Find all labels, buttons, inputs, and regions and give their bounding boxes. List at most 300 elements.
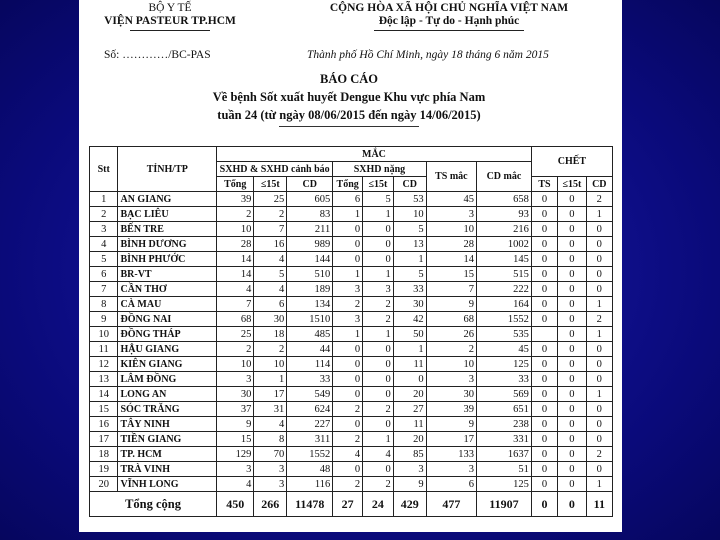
cell-c1: 989 [287, 237, 333, 252]
cell-stt: 19 [90, 462, 118, 477]
cell-t2: 0 [333, 252, 363, 267]
cell-d2: 0 [558, 402, 586, 417]
cell-cd: 222 [477, 282, 532, 297]
total-c2: 429 [393, 492, 426, 517]
cell-name: HẬU GIANG [118, 342, 217, 357]
cell-t2: 1 [333, 267, 363, 282]
cell-t2: 0 [333, 357, 363, 372]
total-d1: 0 [531, 492, 557, 517]
cell-u2: 2 [363, 297, 394, 312]
cell-d1: 0 [531, 192, 557, 207]
cell-ts: 10 [426, 357, 476, 372]
table-row [90, 192, 613, 207]
cell-ts: 14 [426, 252, 476, 267]
cell-d3: 2 [586, 447, 612, 462]
cell-c1: 1552 [287, 447, 333, 462]
cell-ts: 26 [426, 327, 476, 342]
col-cd-2: CD [393, 177, 426, 192]
cell-u2: 1 [363, 432, 394, 447]
title-line-1: BÁO CÁO [320, 72, 378, 86]
total-t1: 450 [217, 492, 254, 517]
cell-t2: 1 [333, 327, 363, 342]
cell-d2: 0 [558, 372, 586, 387]
col-cd-death: CD [586, 177, 612, 192]
cell-stt: 9 [90, 312, 118, 327]
cell-name: TÂY NINH [118, 417, 217, 432]
table-body [90, 192, 613, 492]
cell-ts: 133 [426, 447, 476, 462]
cell-c2: 10 [393, 207, 426, 222]
cell-c2: 42 [393, 312, 426, 327]
col-group-deaths: CHẾT [531, 147, 612, 177]
cell-d3: 1 [586, 327, 612, 342]
cell-name: ĐỒNG THÁP [118, 327, 217, 342]
cell-stt: 3 [90, 222, 118, 237]
table-row [90, 237, 613, 252]
cell-ts: 9 [426, 297, 476, 312]
cell-t2: 0 [333, 222, 363, 237]
cell-d2: 0 [558, 387, 586, 402]
cell-t1: 9 [217, 417, 254, 432]
table-row [90, 372, 613, 387]
cell-name: TRÀ VINH [118, 462, 217, 477]
col-le15-1: ≤15t [254, 177, 287, 192]
col-group-sxhd-all: SXHD & SXHD cảnh báo [217, 162, 333, 177]
cell-d1: 0 [531, 222, 557, 237]
total-label: Tổng cộng [90, 492, 217, 517]
cell-d1: 0 [531, 462, 557, 477]
cell-cd: 33 [477, 372, 532, 387]
cell-cd: 164 [477, 297, 532, 312]
cell-stt: 15 [90, 402, 118, 417]
cell-c2: 13 [393, 237, 426, 252]
cell-u1: 18 [254, 327, 287, 342]
cell-t2: 0 [333, 237, 363, 252]
cell-u2: 0 [363, 342, 394, 357]
cell-c1: 211 [287, 222, 333, 237]
cell-d3: 0 [586, 282, 612, 297]
cell-u1: 3 [254, 477, 287, 492]
cell-d1: 0 [531, 282, 557, 297]
cell-u2: 0 [363, 222, 394, 237]
cell-d3: 0 [586, 372, 612, 387]
institute-name: VIỆN PASTEUR TP.HCM [104, 15, 236, 27]
table-row [90, 342, 613, 357]
cell-t1: 28 [217, 237, 254, 252]
cell-t1: 68 [217, 312, 254, 327]
cell-ts: 7 [426, 282, 476, 297]
cell-t2: 0 [333, 387, 363, 402]
cell-t2: 0 [333, 462, 363, 477]
cell-u1: 30 [254, 312, 287, 327]
cell-c2: 1 [393, 252, 426, 267]
cell-t2: 0 [333, 417, 363, 432]
col-group-sxhd-severe: SXHD nặng [333, 162, 426, 177]
cell-c2: 33 [393, 282, 426, 297]
cell-d3: 0 [586, 462, 612, 477]
cell-d2: 0 [558, 282, 586, 297]
cell-u1: 25 [254, 192, 287, 207]
cell-u2: 1 [363, 267, 394, 282]
cell-t1: 129 [217, 447, 254, 462]
cell-stt: 12 [90, 357, 118, 372]
cell-t2: 4 [333, 447, 363, 462]
cell-u2: 0 [363, 417, 394, 432]
cell-cd: 125 [477, 477, 532, 492]
cell-u1: 8 [254, 432, 287, 447]
cell-t2: 3 [333, 312, 363, 327]
cell-t1: 25 [217, 327, 254, 342]
cell-u2: 0 [363, 387, 394, 402]
cell-stt: 13 [90, 372, 118, 387]
col-cd-cases: CD mắc [477, 162, 532, 192]
total-c1: 11478 [287, 492, 333, 517]
table-row [90, 462, 613, 477]
cell-t2: 2 [333, 402, 363, 417]
cell-t1: 2 [217, 342, 254, 357]
cell-d2: 0 [558, 297, 586, 312]
cell-d2: 0 [558, 432, 586, 447]
cell-ts: 15 [426, 267, 476, 282]
cell-u1: 1 [254, 372, 287, 387]
table-row [90, 402, 613, 417]
cell-d3: 0 [586, 417, 612, 432]
cell-d3: 1 [586, 207, 612, 222]
cell-d1: 0 [531, 432, 557, 447]
cell-c1: 605 [287, 192, 333, 207]
cell-c1: 134 [287, 297, 333, 312]
cell-c1: 485 [287, 327, 333, 342]
cell-u1: 4 [254, 252, 287, 267]
cell-d1: 0 [531, 267, 557, 282]
cell-t2: 6 [333, 192, 363, 207]
cell-ts: 9 [426, 417, 476, 432]
cell-d1: 0 [531, 207, 557, 222]
cell-name: BR-VT [118, 267, 217, 282]
cell-u1: 3 [254, 462, 287, 477]
cell-ts: 3 [426, 462, 476, 477]
cell-name: BÌNH PHƯỚC [118, 252, 217, 267]
header-divider [130, 30, 210, 31]
cell-d2: 0 [558, 327, 586, 342]
cell-t1: 2 [217, 207, 254, 222]
cell-cd: 1637 [477, 447, 532, 462]
title-divider [279, 126, 419, 127]
cell-cd: 1552 [477, 312, 532, 327]
cell-c1: 144 [287, 252, 333, 267]
cell-name: CẦN THƠ [118, 282, 217, 297]
cell-stt: 2 [90, 207, 118, 222]
cell-c2: 3 [393, 462, 426, 477]
col-le15-death: ≤15t [558, 177, 586, 192]
cell-t1: 7 [217, 297, 254, 312]
document-number: Số: …………/BC-PAS [104, 49, 211, 61]
cell-cd: 331 [477, 432, 532, 447]
table-row [90, 417, 613, 432]
cell-u1: 4 [254, 417, 287, 432]
table-row [90, 357, 613, 372]
cell-d1: 0 [531, 312, 557, 327]
cell-d2: 0 [558, 417, 586, 432]
cell-t1: 3 [217, 372, 254, 387]
cell-cd: 651 [477, 402, 532, 417]
cell-t1: 4 [217, 282, 254, 297]
cell-ts: 6 [426, 477, 476, 492]
total-row [90, 492, 613, 517]
table-row [90, 222, 613, 237]
cell-d2: 0 [558, 222, 586, 237]
cell-ts: 39 [426, 402, 476, 417]
cell-d1: 0 [531, 357, 557, 372]
cell-c2: 30 [393, 297, 426, 312]
cell-d1: 0 [531, 297, 557, 312]
cell-c2: 85 [393, 447, 426, 462]
total-d2: 0 [558, 492, 586, 517]
cell-u2: 4 [363, 447, 394, 462]
cell-ts: 45 [426, 192, 476, 207]
total-t2: 27 [333, 492, 363, 517]
motto-divider [374, 30, 524, 31]
table-row [90, 447, 613, 462]
title-line-3: tuần 24 (từ ngày 08/06/2015 đến ngày 14/06/2015) [217, 108, 481, 122]
cell-t1: 14 [217, 267, 254, 282]
cell-d2: 0 [558, 477, 586, 492]
nation-name: CỘNG HÒA XÃ HỘI CHỦ NGHĨA VIỆT NAM [329, 2, 569, 14]
dengue-report-table [89, 146, 613, 517]
cell-u1: 31 [254, 402, 287, 417]
table-row [90, 297, 613, 312]
cell-t2: 2 [333, 432, 363, 447]
cell-stt: 11 [90, 342, 118, 357]
cell-ts: 10 [426, 222, 476, 237]
cell-cd: 569 [477, 387, 532, 402]
cell-c1: 116 [287, 477, 333, 492]
cell-u1: 7 [254, 222, 287, 237]
ministry-name: BỘ Y TẾ [148, 2, 192, 14]
col-stt: Stt [90, 147, 118, 192]
cell-cd: 535 [477, 327, 532, 342]
cell-u2: 2 [363, 312, 394, 327]
cell-stt: 17 [90, 432, 118, 447]
cell-u2: 5 [363, 192, 394, 207]
cell-cd: 658 [477, 192, 532, 207]
title-line-2: Về bệnh Sốt xuất huyết Dengue Khu vực phía Nam [212, 90, 486, 104]
cell-t1: 10 [217, 357, 254, 372]
cell-t2: 0 [333, 372, 363, 387]
cell-cd: 515 [477, 267, 532, 282]
cell-u2: 2 [363, 402, 394, 417]
cell-c1: 624 [287, 402, 333, 417]
cell-c2: 53 [393, 192, 426, 207]
cell-u1: 70 [254, 447, 287, 462]
cell-t1: 10 [217, 222, 254, 237]
cell-d3: 1 [586, 477, 612, 492]
cell-d3: 0 [586, 402, 612, 417]
cell-cd: 125 [477, 357, 532, 372]
cell-d3: 1 [586, 387, 612, 402]
col-cd-1: CD [287, 177, 333, 192]
cell-d3: 0 [586, 252, 612, 267]
total-u2: 24 [363, 492, 394, 517]
cell-name: BÌNH DƯƠNG [118, 237, 217, 252]
cell-d2: 0 [558, 252, 586, 267]
cell-c1: 311 [287, 432, 333, 447]
cell-u2: 0 [363, 462, 394, 477]
cell-d3: 0 [586, 342, 612, 357]
cell-t2: 0 [333, 342, 363, 357]
cell-ts: 30 [426, 387, 476, 402]
cell-name: BẾN TRE [118, 222, 217, 237]
cell-d1: 0 [531, 252, 557, 267]
cell-c1: 510 [287, 267, 333, 282]
cell-cd: 238 [477, 417, 532, 432]
cell-ts: 3 [426, 372, 476, 387]
cell-c2: 1 [393, 342, 426, 357]
cell-c2: 0 [393, 372, 426, 387]
cell-c2: 27 [393, 402, 426, 417]
cell-d1: 0 [531, 387, 557, 402]
cell-u2: 0 [363, 357, 394, 372]
table-row [90, 312, 613, 327]
cell-u2: 0 [363, 252, 394, 267]
table-row [90, 327, 613, 342]
cell-d3: 2 [586, 312, 612, 327]
cell-u2: 2 [363, 477, 394, 492]
cell-name: ĐỒNG NAI [118, 312, 217, 327]
table-row [90, 207, 613, 222]
cell-name: KIÊN GIANG [118, 357, 217, 372]
total-ts: 477 [426, 492, 476, 517]
cell-stt: 18 [90, 447, 118, 462]
cell-stt: 1 [90, 192, 118, 207]
cell-t2: 3 [333, 282, 363, 297]
nation-motto: Độc lập - Tự do - Hạnh phúc [378, 15, 520, 27]
cell-c2: 50 [393, 327, 426, 342]
cell-ts: 17 [426, 432, 476, 447]
cell-d2: 0 [558, 342, 586, 357]
cell-t2: 2 [333, 477, 363, 492]
col-ts-death: TS [531, 177, 557, 192]
cell-t1: 3 [217, 462, 254, 477]
cell-d3: 0 [586, 222, 612, 237]
cell-d2: 0 [558, 312, 586, 327]
cell-stt: 7 [90, 282, 118, 297]
cell-stt: 10 [90, 327, 118, 342]
table-row [90, 432, 613, 447]
cell-c2: 11 [393, 417, 426, 432]
cell-cd: 51 [477, 462, 532, 477]
cell-u2: 0 [363, 372, 394, 387]
cell-c2: 9 [393, 477, 426, 492]
agency-header [85, 2, 255, 31]
cell-stt: 5 [90, 252, 118, 267]
cell-name: SÓC TRĂNG [118, 402, 217, 417]
cell-u1: 16 [254, 237, 287, 252]
cell-d3: 0 [586, 237, 612, 252]
cell-d1: 0 [531, 417, 557, 432]
cell-name: LÂM ĐỒNG [118, 372, 217, 387]
cell-d3: 1 [586, 297, 612, 312]
cell-t1: 4 [217, 477, 254, 492]
cell-c1: 549 [287, 387, 333, 402]
cell-stt: 8 [90, 297, 118, 312]
cell-cd: 216 [477, 222, 532, 237]
nation-header [279, 2, 619, 31]
cell-c1: 44 [287, 342, 333, 357]
cell-c1: 48 [287, 462, 333, 477]
cell-c2: 11 [393, 357, 426, 372]
cell-d3: 2 [586, 192, 612, 207]
cell-d1: 0 [531, 402, 557, 417]
cell-d2: 0 [558, 237, 586, 252]
cell-d1: 0 [531, 372, 557, 387]
cell-t2: 2 [333, 297, 363, 312]
col-total-1: Tổng [217, 177, 254, 192]
cell-t1: 39 [217, 192, 254, 207]
report-title [169, 70, 529, 124]
cell-cd: 45 [477, 342, 532, 357]
cell-name: LONG AN [118, 387, 217, 402]
cell-c1: 33 [287, 372, 333, 387]
cell-d3: 0 [586, 267, 612, 282]
table-row [90, 282, 613, 297]
cell-name: CÀ MAU [118, 297, 217, 312]
cell-c2: 5 [393, 222, 426, 237]
total-d3: 11 [586, 492, 612, 517]
col-ts-cases: TS mắc [426, 162, 476, 192]
table-row [90, 477, 613, 492]
cell-t1: 30 [217, 387, 254, 402]
cell-u2: 1 [363, 207, 394, 222]
cell-u1: 6 [254, 297, 287, 312]
cell-t1: 37 [217, 402, 254, 417]
cell-d3: 0 [586, 432, 612, 447]
cell-c2: 20 [393, 387, 426, 402]
cell-u1: 5 [254, 267, 287, 282]
cell-d1: 0 [531, 237, 557, 252]
cell-cd: 93 [477, 207, 532, 222]
cell-d2: 0 [558, 357, 586, 372]
cell-u2: 1 [363, 327, 394, 342]
cell-d2: 0 [558, 192, 586, 207]
document-date: Thành phố Hồ Chí Minh, ngày 18 tháng 6 năm 2015 [307, 49, 549, 61]
cell-cd: 145 [477, 252, 532, 267]
cell-t1: 15 [217, 432, 254, 447]
cell-c1: 227 [287, 417, 333, 432]
cell-stt: 20 [90, 477, 118, 492]
cell-u1: 2 [254, 207, 287, 222]
total-u1: 266 [254, 492, 287, 517]
cell-d1 [531, 327, 557, 342]
cell-t2: 1 [333, 207, 363, 222]
cell-ts: 28 [426, 237, 476, 252]
cell-u1: 2 [254, 342, 287, 357]
cell-ts: 2 [426, 342, 476, 357]
cell-name: BẠC LIÊU [118, 207, 217, 222]
cell-c2: 5 [393, 267, 426, 282]
total-cd: 11907 [477, 492, 532, 517]
cell-name: TP. HCM [118, 447, 217, 462]
cell-d2: 0 [558, 207, 586, 222]
table-row [90, 267, 613, 282]
table-row [90, 252, 613, 267]
cell-name: AN GIANG [118, 192, 217, 207]
cell-u2: 0 [363, 237, 394, 252]
cell-d1: 0 [531, 477, 557, 492]
cell-c1: 114 [287, 357, 333, 372]
col-total-2: Tổng [333, 177, 363, 192]
cell-stt: 14 [90, 387, 118, 402]
